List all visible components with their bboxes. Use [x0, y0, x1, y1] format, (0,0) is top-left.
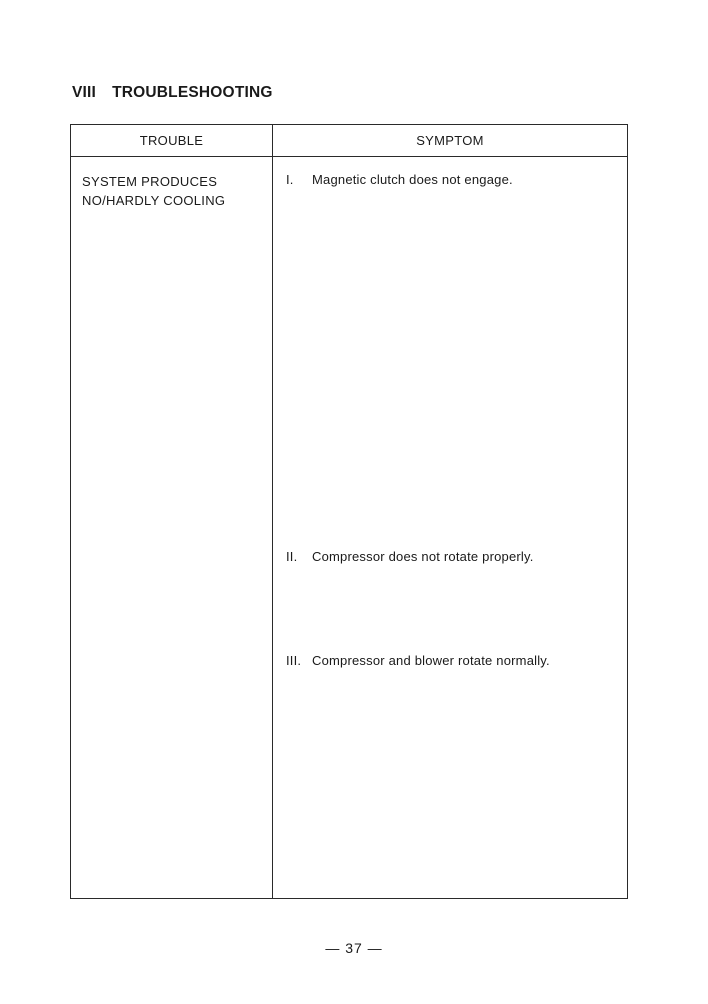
column-header-trouble: TROUBLE: [139, 133, 204, 148]
column-divider: [272, 125, 273, 898]
section-heading: [72, 84, 273, 102]
symptom-numeral: III.: [286, 653, 302, 668]
column-header-symptom: SYMPTOM: [416, 133, 484, 148]
trouble-cell: [82, 172, 225, 210]
trouble-line: SYSTEM PRODUCES: [82, 174, 218, 189]
symptom-item: [286, 172, 513, 187]
section-title: TROUBLESHOOTING: [112, 84, 273, 101]
troubleshooting-table: [70, 124, 628, 899]
symptom-text: Compressor and blower rotate normally.: [312, 653, 550, 668]
symptom-numeral: I.: [286, 172, 294, 187]
symptom-item: [286, 549, 534, 564]
symptom-text: Compressor does not rotate properly.: [312, 549, 534, 564]
trouble-line: NO/HARDLY COOLING: [82, 193, 226, 208]
symptom-numeral: II.: [286, 549, 298, 564]
section-number: VIII: [72, 84, 97, 101]
page-number: — 37 —: [325, 940, 383, 956]
header-divider: [71, 156, 627, 157]
symptom-text: Magnetic clutch does not engage.: [312, 172, 513, 187]
symptom-item: [286, 653, 550, 668]
